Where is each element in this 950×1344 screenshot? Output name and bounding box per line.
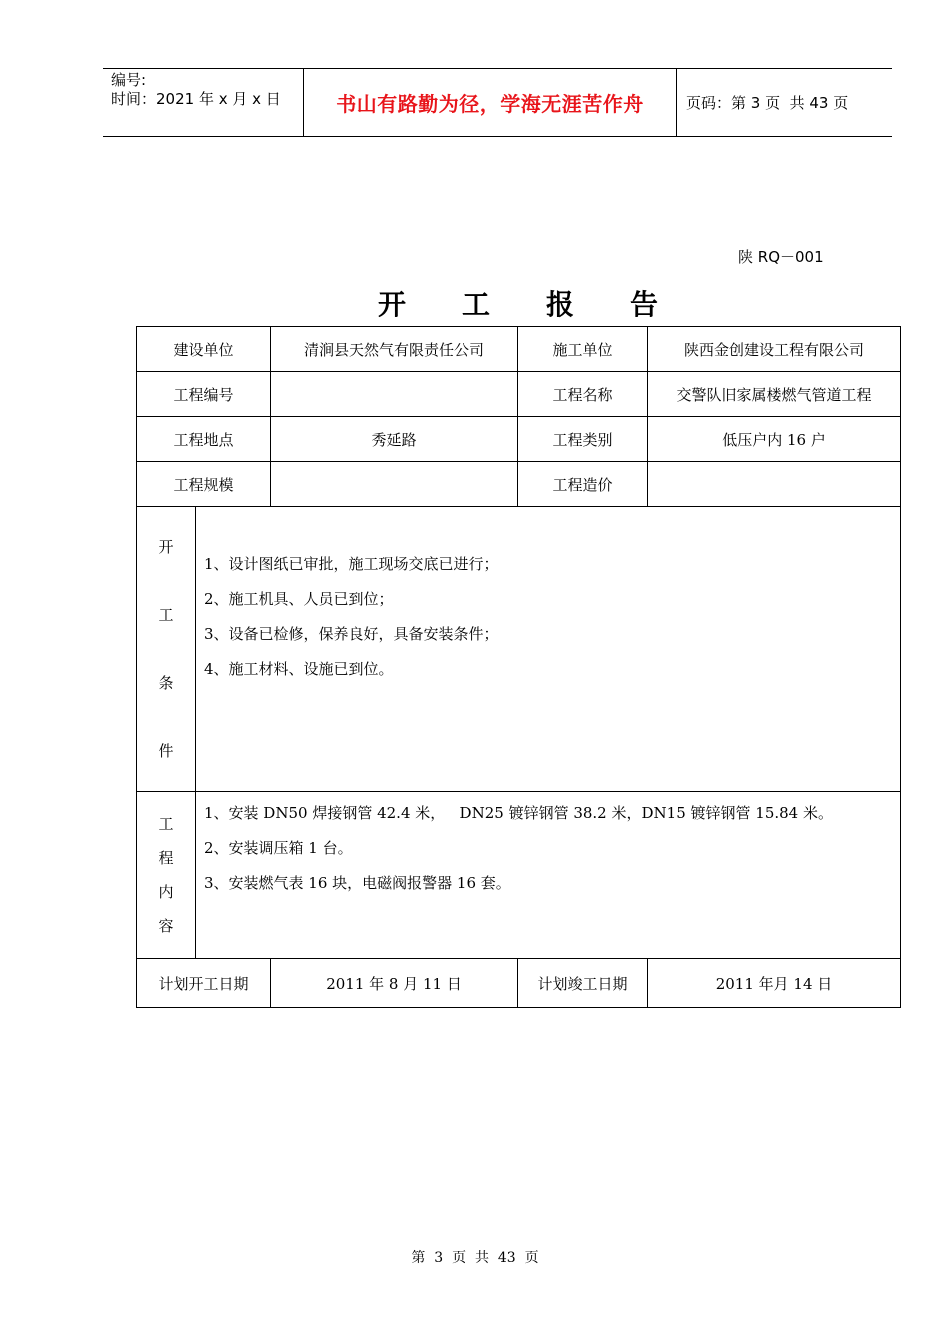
table-row	[137, 327, 901, 372]
footer-page-number: 第 3 页 共 43 页	[411, 1250, 539, 1266]
page-footer	[0, 1247, 950, 1267]
end-date-value: 2011 年月 14 日	[648, 959, 901, 1008]
cost-value	[648, 462, 901, 507]
title-char: 报	[546, 288, 575, 321]
header-motto: 书山有路勤为径，学海无涯苦作舟	[304, 69, 677, 136]
list-item: 2、安装调压箱 1 台。	[204, 839, 353, 857]
header-meta	[103, 69, 304, 136]
table-row	[137, 372, 901, 417]
label-char: 开	[158, 538, 174, 556]
label-char: 件	[158, 742, 174, 760]
conditions-label	[137, 507, 196, 792]
list-item: 2、施工机具、人员已到位；	[204, 590, 394, 608]
cost-label: 工程造价	[518, 462, 648, 507]
construct-unit-value: 陕西金创建设工程有限公司	[648, 327, 901, 372]
label-char: 工	[158, 606, 174, 624]
conditions-row	[137, 507, 901, 792]
header-page-info	[686, 69, 848, 136]
start-date-value: 2011 年 8 月 11 日	[271, 959, 518, 1008]
scale-value	[271, 462, 518, 507]
location-label: 工程地点	[137, 417, 271, 462]
project-name-value: 交警队旧家属楼燃气管道工程	[648, 372, 901, 417]
list-item: 3、设备已检修，保养良好，具备安装条件；	[204, 625, 499, 643]
dates-row	[137, 959, 901, 1008]
label-char: 内	[158, 883, 174, 901]
content-label	[137, 792, 196, 959]
start-date-label: 计划开工日期	[137, 959, 271, 1008]
report-table	[136, 326, 901, 1008]
end-date-label: 计划竣工日期	[518, 959, 648, 1008]
table-row	[137, 462, 901, 507]
content-row	[137, 792, 901, 959]
number-label: 编号:	[111, 71, 147, 89]
location-value: 秀延路	[271, 417, 518, 462]
project-no-value	[271, 372, 518, 417]
label-char: 工	[158, 815, 174, 833]
page-label: 页码：第 3 页 共 43 页	[686, 94, 849, 112]
title-char: 开	[377, 288, 406, 321]
label-char: 容	[158, 917, 174, 935]
project-name-label: 工程名称	[518, 372, 648, 417]
build-unit-value: 清涧县天然气有限责任公司	[271, 327, 518, 372]
page-header	[103, 68, 892, 137]
title-char: 告	[630, 288, 659, 321]
scale-label: 工程规模	[137, 462, 271, 507]
list-item: 4、施工材料、设施已到位。	[204, 660, 394, 678]
construct-unit-label: 施工单位	[518, 327, 648, 372]
content-list	[196, 792, 901, 959]
project-no-label: 工程编号	[137, 372, 271, 417]
category-value: 低压户内 16 户	[648, 417, 901, 462]
title-char: 工	[461, 288, 490, 321]
list-item: 1、安装 DN50 焊接钢管 42.4 米， DN25 镀锌钢管 38.2 米，DN15 镀锌钢管 15.84 米。	[204, 804, 833, 822]
page-title	[136, 283, 900, 323]
label-char: 程	[158, 849, 174, 867]
label-char: 条	[158, 674, 174, 692]
category-label: 工程类别	[518, 417, 648, 462]
table-row	[137, 417, 901, 462]
build-unit-label: 建设单位	[137, 327, 271, 372]
list-item: 3、安装燃气表 16 块，电磁阀报警器 16 套。	[204, 874, 511, 892]
list-item: 1、设计图纸已审批，施工现场交底已进行；	[204, 555, 499, 573]
document-code: 陕 RQ－001	[738, 248, 824, 266]
time-label: 时间：2021 年 x 月 x 日	[111, 90, 281, 108]
conditions-list	[196, 507, 901, 792]
